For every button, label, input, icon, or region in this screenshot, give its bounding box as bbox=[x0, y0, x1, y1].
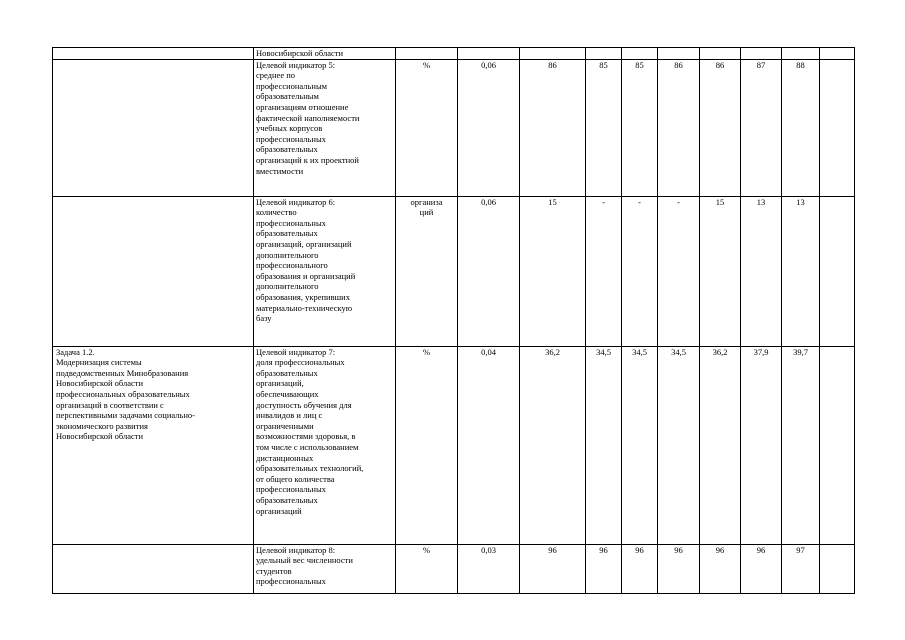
value-cell: 15 bbox=[520, 196, 586, 346]
value-cell bbox=[820, 48, 855, 60]
value-cell: - bbox=[586, 196, 622, 346]
table-row bbox=[53, 544, 855, 593]
value-cell: 85 bbox=[622, 59, 658, 196]
value-cell: 36,2 bbox=[520, 346, 586, 544]
value-cell: 87 bbox=[741, 59, 782, 196]
value-cell: - bbox=[658, 196, 700, 346]
value-cell: 96 bbox=[741, 544, 782, 593]
table-row bbox=[53, 59, 855, 196]
value-cell: 86 bbox=[658, 59, 700, 196]
task-cell: Задача 1.2. Модернизация системы подведомственных Минобразования Новосибирской области профессиональных образовательных организаций в соответствии с перспективными задачами социально- экономического развития Новосибирской области bbox=[53, 346, 254, 544]
value-cell: 34,5 bbox=[586, 346, 622, 544]
value-cell: 88 bbox=[782, 59, 820, 196]
table-row bbox=[53, 48, 855, 60]
value-cell: 34,5 bbox=[658, 346, 700, 544]
value-cell: 96 bbox=[520, 544, 586, 593]
value-cell: 96 bbox=[658, 544, 700, 593]
value-cell: 96 bbox=[700, 544, 741, 593]
value-cell: 96 bbox=[586, 544, 622, 593]
value-cell bbox=[782, 48, 820, 60]
value-cell: 37,9 bbox=[741, 346, 782, 544]
value-cell: 36,2 bbox=[700, 346, 741, 544]
indicator-cell: Новосибирской области bbox=[254, 48, 396, 60]
value-cell bbox=[520, 48, 586, 60]
value-cell: 13 bbox=[741, 196, 782, 346]
weight-cell bbox=[458, 48, 520, 60]
targets-table bbox=[52, 47, 855, 594]
value-cell: - bbox=[622, 196, 658, 346]
task-cell bbox=[53, 48, 254, 60]
value-cell: 13 bbox=[782, 196, 820, 346]
value-cell: 96 bbox=[622, 544, 658, 593]
unit-cell: % bbox=[396, 544, 458, 593]
indicator-cell: Целевой индикатор 8: удельный вес численности студентов профессиональных bbox=[254, 544, 396, 593]
task-cell bbox=[53, 544, 254, 593]
weight-cell: 0,06 bbox=[458, 196, 520, 346]
indicator-cell: Целевой индикатор 5: среднее по профессиональным образовательным организациям отношение фактической наполняемости учебных корпусов профессиональных образовательных организаций к их проектной вместимости bbox=[254, 59, 396, 196]
indicator-cell: Целевой индикатор 6: количество профессиональных образовательных организаций, организаций дополнительного профессионального образования и организаций дополнительного образования, укрепивших материально-техническую базу bbox=[254, 196, 396, 346]
weight-cell: 0,06 bbox=[458, 59, 520, 196]
value-cell: 15 bbox=[700, 196, 741, 346]
value-cell: 34,5 bbox=[622, 346, 658, 544]
unit-cell bbox=[396, 48, 458, 60]
value-cell bbox=[820, 544, 855, 593]
value-cell: 97 bbox=[782, 544, 820, 593]
weight-cell: 0,04 bbox=[458, 346, 520, 544]
table-row bbox=[53, 196, 855, 346]
value-cell bbox=[820, 196, 855, 346]
value-cell bbox=[658, 48, 700, 60]
unit-cell: % bbox=[396, 59, 458, 196]
value-cell bbox=[586, 48, 622, 60]
value-cell: 85 bbox=[586, 59, 622, 196]
unit-cell: организа ций bbox=[396, 196, 458, 346]
value-cell: 86 bbox=[700, 59, 741, 196]
value-cell bbox=[700, 48, 741, 60]
value-cell: 39,7 bbox=[782, 346, 820, 544]
value-cell bbox=[820, 59, 855, 196]
task-cell bbox=[53, 59, 254, 196]
unit-cell: % bbox=[396, 346, 458, 544]
value-cell bbox=[741, 48, 782, 60]
indicator-cell: Целевой индикатор 7: доля профессиональных образовательных организаций, обеспечивающих доступность обучения для инвалидов и лиц с ограниченными возможностями здоровья, в том числе с использованием дистанционных образовательных технологий, от общего количества профессиональных образовательных организаций bbox=[254, 346, 396, 544]
task-cell bbox=[53, 196, 254, 346]
weight-cell: 0,03 bbox=[458, 544, 520, 593]
table-row bbox=[53, 346, 855, 544]
value-cell bbox=[622, 48, 658, 60]
value-cell: 86 bbox=[520, 59, 586, 196]
value-cell bbox=[820, 346, 855, 544]
